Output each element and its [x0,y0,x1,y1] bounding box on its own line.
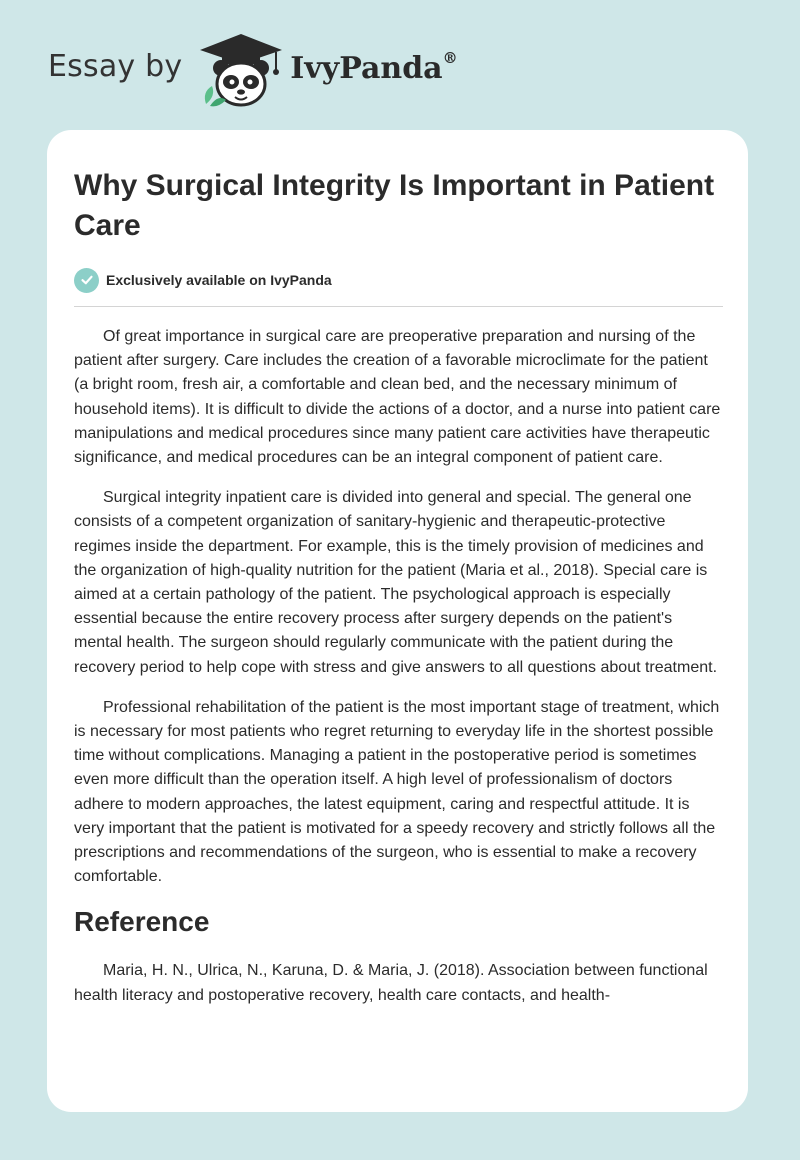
essay-content [74,166,723,1008]
registered-mark: ® [442,48,458,67]
paragraph-3: Professional rehabilitation of the patient is the most important stage of treatment, which is necessary for most patients who regret returning to everyday life in the shortest possible time without complications. Managing a patient in the postoperative period is sometimes even more difficult than the operation itself. A high level of professionalism of doctors adhere to modern approaches, the latest equipment, caring and respectful attitude. It is very important that the patient is motivated for a speedy recovery and strictly follows all the prescriptions and recommendations of the surgeon, who is essential to make a recovery comfortable. [74,698,720,886]
reference-heading: Reference [74,906,210,938]
panda-logo-icon[interactable] [196,30,286,110]
exclusive-badge-label: Exclusively available on IvyPanda [106,272,332,288]
site-header [48,30,458,110]
essay-card [47,130,748,1112]
check-circle-icon [74,268,99,293]
paragraph-1: Of great importance in surgical care are preoperative preparation and nursing of the patient after surgery. Care includes the creation of a favorable microclimate for the patient (a bright room, fresh air, a comfortable and clean bed, and the necessary minimum of household items). It is difficult to divide the actions of a doctor, and a nurse into patient care manipulations and medical procedures since many patient care activities have therapeutic significance, and medical procedures can be an integral component of patient care. [74,328,721,467]
page-title: Why Surgical Integrity Is Important in Patient Care [74,169,715,242]
essay-by-label: Essay by [48,48,183,84]
exclusive-badge [74,266,723,294]
reference-entry: Maria, H. N., Ulrica, N., Karuna, D. & Maria, J. (2018). Association between functional health literacy and postoperative recovery, health care contacts, and health- [74,962,708,1004]
essay-body [74,325,723,889]
title-divider [74,306,723,307]
brand-wordmark[interactable] [290,48,458,86]
brand-name: IvyPanda [290,50,443,86]
paragraph-2: Surgical integrity inpatient care is divided into general and special. The general one consists of a competent organization of sanitary-hygienic and therapeutic-protective regimes inside the department. For example, this is the timely provision of medicines and the organization of high-quality nutrition for the patient (Maria et al., 2018). Special care is aimed at a certain pathology of the patient. The psychological approach is especially essential because the entire recovery process after surgery depends on the patient's mental health. The surgeon should regularly communicate with the patient during the recovery period to help cope with stress and give answers to all questions about treatment. [74,489,718,676]
